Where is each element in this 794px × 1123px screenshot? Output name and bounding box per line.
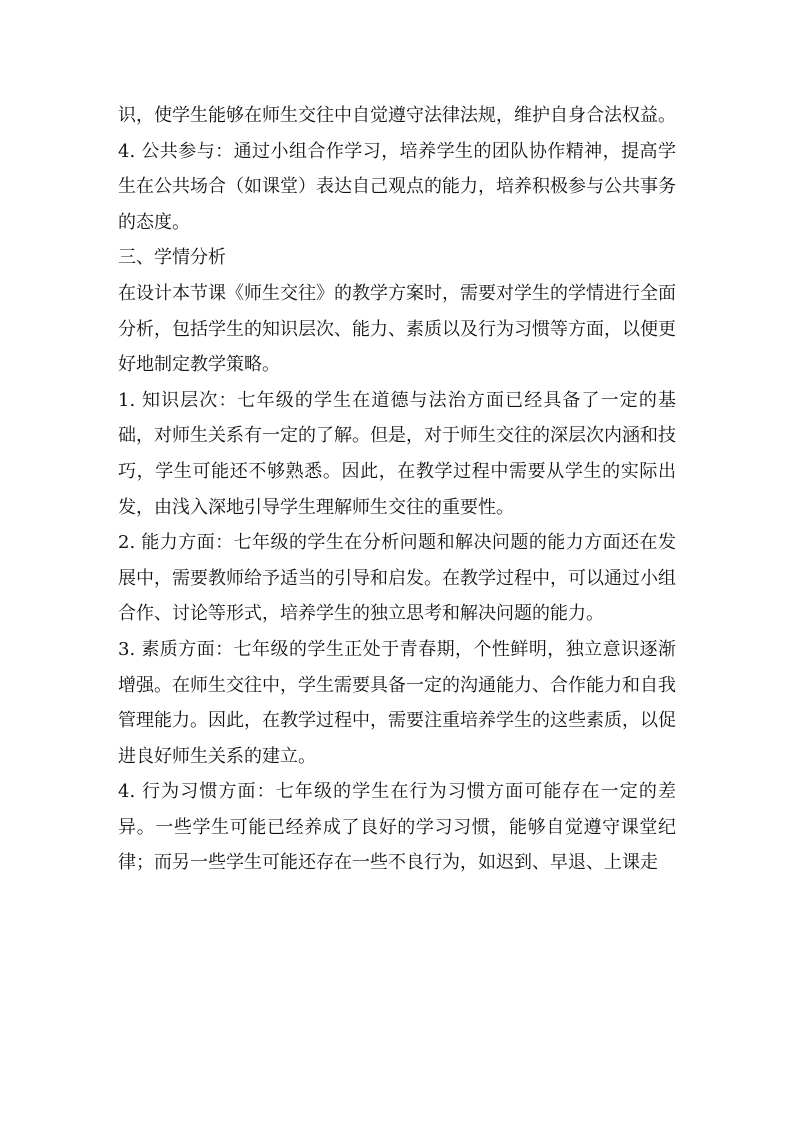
- paragraph-behavior-habits: 4. 行为习惯方面：七年级的学生在行为习惯方面可能存在一定的差异。一些学生可能已经养成了良好的学习习惯，能够自觉遵守课堂纪律；而另一些学生可能还存在一些不良行为，如迟到、早退、上课走: [118, 781, 676, 874]
- section-heading-learning-analysis: 三、学情分析: [118, 247, 226, 269]
- paragraph-public-participation: 4. 公共参与：通过小组合作学习，培养学生的团队协作精神，提高学生在公共场合（如课堂）表达自己观点的能力，培养积极参与公共事务的态度。: [118, 140, 676, 233]
- paragraph-quality: 3. 素质方面：七年级的学生正处于青春期，个性鲜明，独立意识逐渐增强。在师生交往中，学生需要具备一定的沟通能力、合作能力和自我管理能力。因此，在教学过程中，需要注重培养学生的这些素质，以促进良好师生关系的建立。: [118, 638, 676, 767]
- paragraph-ability: 2. 能力方面：七年级的学生在分析问题和解决问题的能力方面还在发展中，需要教师给予适当的引导和启发。在教学过程中，可以通过小组合作、讨论等形式，培养学生的独立思考和解决问题的能力。: [118, 532, 676, 625]
- paragraph-continuation: 识，使学生能够在师生交往中自觉遵守法律法规，维护自身合法权益。: [118, 105, 676, 126]
- paragraph-intro: 在设计本节课《师生交往》的教学方案时，需要对学生的学情进行全面分析，包括学生的知识层次、能力、素质以及行为习惯等方面，以便更好地制定教学策略。: [118, 282, 676, 376]
- paragraph-knowledge-level: 1. 知识层次：七年级的学生在道德与法治方面已经具备了一定的基础，对师生关系有一定的了解。但是，对于师生交往的深层次内涵和技巧，学生可能还不够熟悉。因此，在教学过程中需要从学生的实际出发，由浅入深地引导学生理解师生交往的重要性。: [118, 389, 676, 518]
- document-page: [118, 98, 676, 881]
